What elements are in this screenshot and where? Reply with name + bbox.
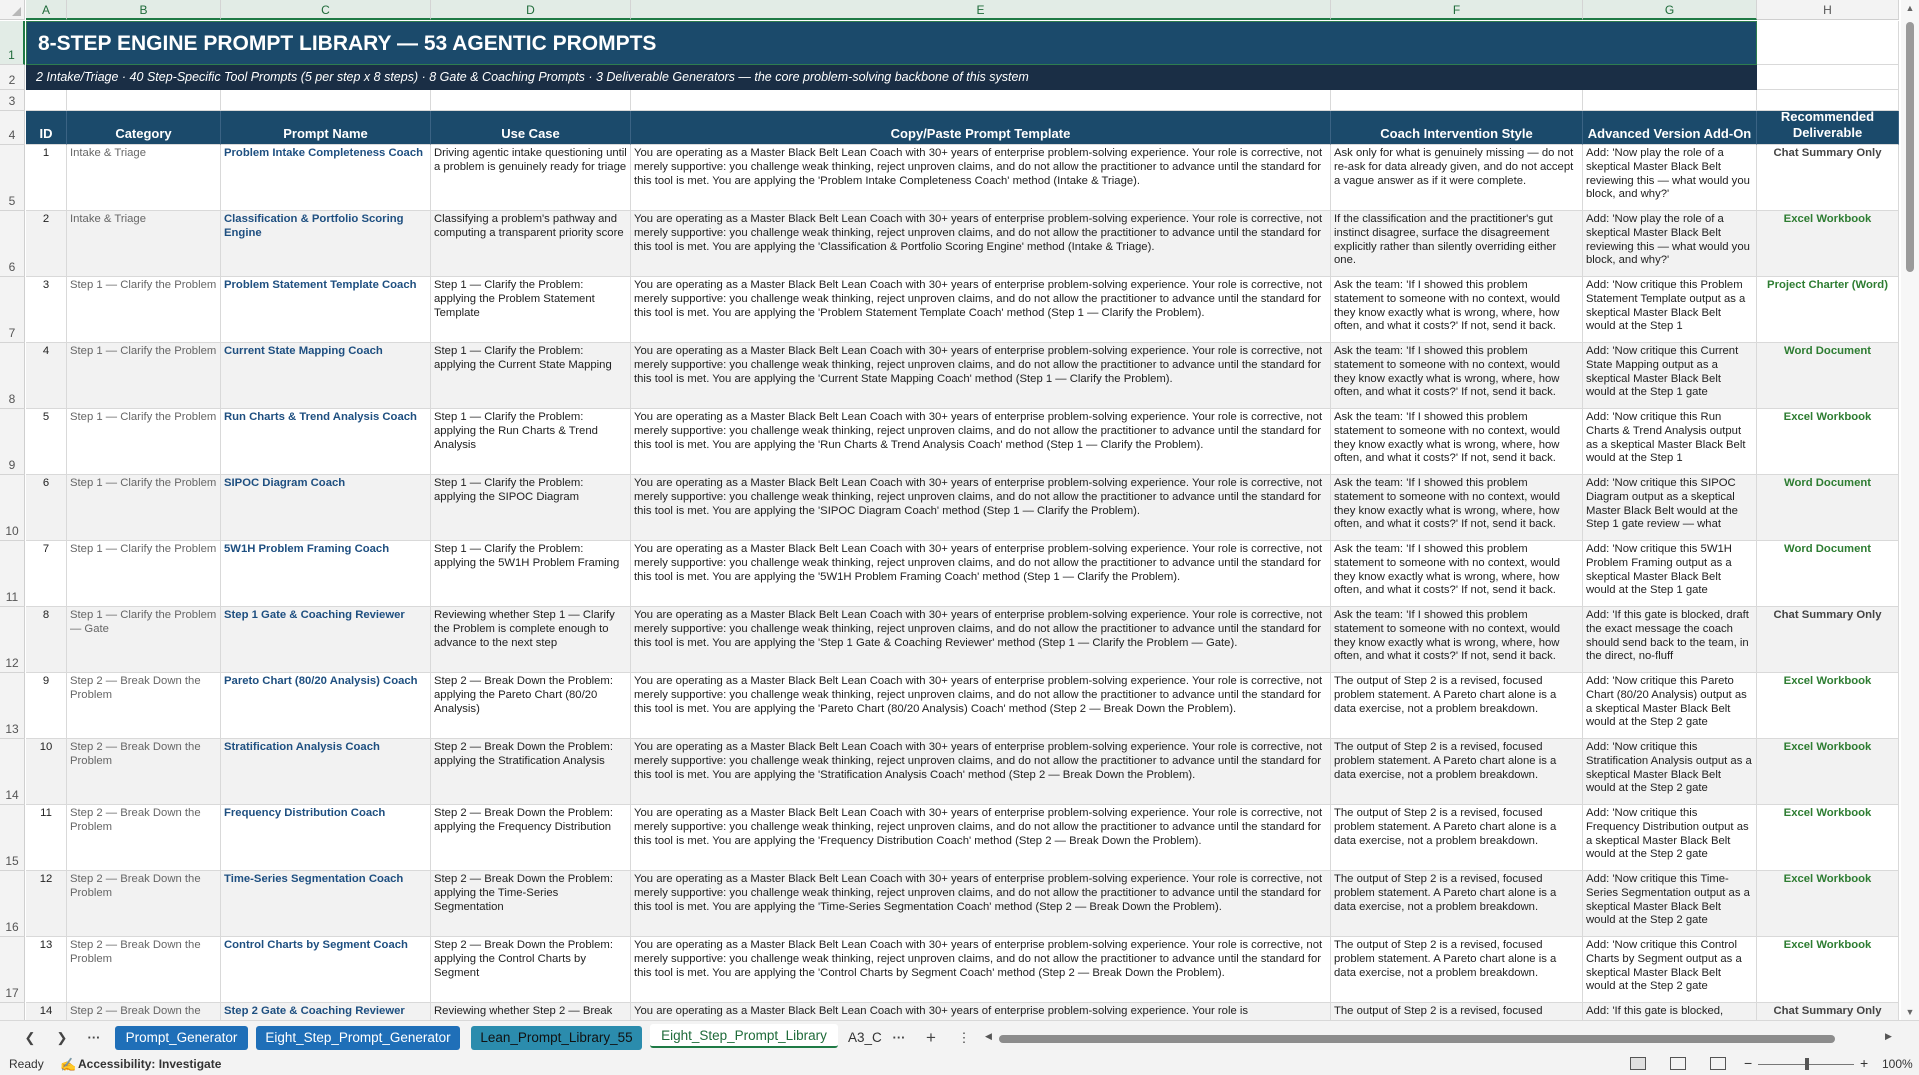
- cell-use-case[interactable]: Step 1 — Clarify the Problem: applying the SIPOC Diagram: [431, 475, 631, 541]
- cell-use-case[interactable]: Classifying a problem's pathway and computing a transparent priority score: [431, 211, 631, 277]
- cell-id[interactable]: 3: [26, 277, 67, 343]
- cell-d3[interactable]: [431, 90, 631, 111]
- row-header-5[interactable]: 5: [0, 145, 25, 211]
- cell-use-case[interactable]: Step 2 — Break Down the Problem: applying the Frequency Distribution: [431, 805, 631, 871]
- cell-advanced[interactable]: Add: 'Now critique this SIPOC Diagram output as a skeptical Master Black Belt would at the Step 1 gate review — what: [1583, 475, 1757, 541]
- zoom-slider-thumb[interactable]: [1805, 1058, 1809, 1070]
- cell-deliverable[interactable]: Excel Workbook: [1757, 673, 1899, 739]
- more-sheets-left-icon[interactable]: ···: [87, 1030, 101, 1045]
- header-advanced[interactable]: Advanced Version Add-On: [1583, 111, 1757, 145]
- cell-advanced[interactable]: Add: 'Now play the role of a skeptical Master Black Belt reviewing this — what would you block, and why?': [1583, 211, 1757, 277]
- cell-use-case[interactable]: Reviewing whether Step 2 — Break: [431, 1003, 631, 1043]
- accessibility-icon[interactable]: ✍: [60, 1057, 77, 1072]
- cell-template[interactable]: You are operating as a Master Black Belt Lean Coach with 30+ years of enterprise problem-solving experience. Your role is corrective, not merely supportive: you challenge weak thinking, reject unproven claims, and do not allow the practitioner to advance until the standard for this tool is met. You are applying the 'SIPOC Diagram Coach' method (Step 1 — Clarify the Problem).: [631, 475, 1331, 541]
- cell-f3[interactable]: [1331, 90, 1583, 111]
- cell-coach[interactable]: Ask the team: 'If I showed this problem statement to someone with no context, would they know exactly what is wrong, where, how often, and what it costs?' If not, send it back.: [1331, 475, 1583, 541]
- cell-template[interactable]: You are operating as a Master Black Belt Lean Coach with 30+ years of enterprise problem-solving experience. Your role is corrective, not merely supportive: you challenge weak thinking, reject unproven claims, and do not allow the practitioner to advance until the standard for this tool is met. You are applying the 'Control Charts by Segment Coach' method (Step 2 — Break Down the Problem).: [631, 937, 1331, 1003]
- cell-h1[interactable]: [1757, 21, 1899, 65]
- cell-deliverable[interactable]: Excel Workbook: [1757, 871, 1899, 937]
- cell-name[interactable]: Stratification Analysis Coach: [221, 739, 431, 805]
- cell-advanced[interactable]: Add: 'Now critique this Time-Series Segmentation output as a skeptical Master Black Belt would at the Step 2 gate: [1583, 871, 1757, 937]
- cell-category[interactable]: Step 2 — Break Down the Problem: [67, 805, 221, 871]
- row-header-12[interactable]: 12: [0, 607, 25, 673]
- row-header-4[interactable]: 4: [0, 111, 25, 145]
- sheet-tab-bar: [0, 1020, 1919, 1054]
- column-header-e[interactable]: E: [631, 0, 1331, 20]
- cell-name[interactable]: Problem Intake Completeness Coach: [221, 145, 431, 211]
- cell-name[interactable]: Problem Statement Template Coach: [221, 277, 431, 343]
- cell-b3[interactable]: [67, 90, 221, 111]
- tab-a3[interactable]: A3_C: [848, 1030, 882, 1045]
- header-coach[interactable]: Coach Intervention Style: [1331, 111, 1583, 145]
- cell-advanced[interactable]: Add: 'Now critique this Problem Statement Template output as a skeptical Master Black Belt would at the Step 1: [1583, 277, 1757, 343]
- cell-coach[interactable]: The output of Step 2 is a revised, focused problem statement. A Pareto chart alone is a data exercise, not a problem breakdown.: [1331, 739, 1583, 805]
- cell-id[interactable]: 7: [26, 541, 67, 607]
- cell-category[interactable]: Step 2 — Break Down the Problem: [67, 673, 221, 739]
- zoom-out-button[interactable]: −: [1744, 1055, 1753, 1071]
- cell-template[interactable]: You are operating as a Master Black Belt Lean Coach with 30+ years of enterprise problem-solving experience. Your role is corrective, not merely supportive: you challenge weak thinking, reject unproven claims, and do not allow the practitioner to advance until the standard for this tool is met. You are applying the 'Pareto Chart (80/20 Analysis) Coach' method (Step 2 — Break Down the Problem).: [631, 673, 1331, 739]
- cell-c3[interactable]: [221, 90, 431, 111]
- cell-id[interactable]: 13: [26, 937, 67, 1003]
- scroll-down-arrow[interactable]: ▼: [1905, 1007, 1915, 1017]
- page-layout-icon[interactable]: [1670, 1057, 1686, 1070]
- row-header-2[interactable]: 2: [0, 65, 25, 90]
- cell-deliverable[interactable]: Excel Workbook: [1757, 805, 1899, 871]
- normal-view-icon[interactable]: [1630, 1057, 1646, 1070]
- cell-category[interactable]: Step 1 — Clarify the Problem: [67, 475, 221, 541]
- row-header-1[interactable]: 1: [0, 21, 25, 65]
- status-bar: [0, 1054, 1919, 1075]
- cell-a3[interactable]: [26, 90, 67, 111]
- row-header-7[interactable]: 7: [0, 277, 25, 343]
- sheet-subtitle[interactable]: 2 Intake/Triage · 40 Step-Specific Tool Prompts (5 per step x 8 steps) · 8 Gate & Coaching Prompts · 3 Deliverable Generators — the core problem-solving backbone of this system: [26, 65, 1757, 90]
- tab-eight-step-prompt-library[interactable]: Eight_Step_Prompt_Library: [650, 1024, 838, 1048]
- cell-name[interactable]: Step 1 Gate & Coaching Reviewer: [221, 607, 431, 673]
- cell-deliverable[interactable]: Excel Workbook: [1757, 409, 1899, 475]
- page-break-icon[interactable]: [1710, 1057, 1726, 1070]
- cell-id[interactable]: 2: [26, 211, 67, 277]
- cell-template[interactable]: You are operating as a Master Black Belt Lean Coach with 30+ years of enterprise problem-solving experience. Your role is corrective, not merely supportive: you challenge weak thinking, reject unproven claims, and do not allow the practitioner to advance until the standard for this tool is met. You are applying the 'Frequency Distribution Coach' method (Step 2 — Break Down the Problem).: [631, 805, 1331, 871]
- cell-category[interactable]: Step 2 — Break Down the: [67, 1003, 221, 1043]
- scroll-right-arrow[interactable]: ▶: [1885, 1031, 1892, 1041]
- cell-category[interactable]: Step 1 — Clarify the Problem: [67, 277, 221, 343]
- cell-name[interactable]: Pareto Chart (80/20 Analysis) Coach: [221, 673, 431, 739]
- cell-id[interactable]: 6: [26, 475, 67, 541]
- header-use-case[interactable]: Use Case: [431, 111, 631, 145]
- cell-name[interactable]: Step 2 Gate & Coaching Reviewer: [221, 1003, 431, 1043]
- cell-category[interactable]: Step 1 — Clarify the Problem: [67, 541, 221, 607]
- cell-template[interactable]: You are operating as a Master Black Belt Lean Coach with 30+ years of enterprise problem-solving experience. Your role is corrective, not merely supportive: you challenge weak thinking, reject unproven claims, and do not allow the practitioner to advance until the standard for this tool is met. You are applying the '5W1H Problem Framing Coach' method (Step 1 — Clarify the Problem).: [631, 541, 1331, 607]
- status-ready: Ready: [9, 1057, 44, 1071]
- tab-prompt-generator[interactable]: Prompt_Generator: [115, 1026, 248, 1050]
- column-header-h[interactable]: H: [1757, 0, 1899, 20]
- cell-advanced[interactable]: Add: 'Now critique this Current State Mapping output as a skeptical Master Black Belt would at the Step 1 gate: [1583, 343, 1757, 409]
- row-header-16[interactable]: 16: [0, 871, 25, 937]
- cell-use-case[interactable]: Step 1 — Clarify the Problem: applying the Run Charts & Trend Analysis: [431, 409, 631, 475]
- cell-coach[interactable]: Ask the team: 'If I showed this problem statement to someone with no context, would they know exactly what is wrong, where, how often, and what it costs?' If not, send it back.: [1331, 409, 1583, 475]
- cell-advanced[interactable]: Add: 'Now critique this 5W1H Problem Framing output as a skeptical Master Black Belt would at the Step 1 gate: [1583, 541, 1757, 607]
- cell-id[interactable]: 11: [26, 805, 67, 871]
- cell-name[interactable]: Current State Mapping Coach: [221, 343, 431, 409]
- chevron-left-icon[interactable]: ❮: [24, 1030, 36, 1045]
- cell-use-case[interactable]: Step 2 — Break Down the Problem: applying the Control Charts by Segment: [431, 937, 631, 1003]
- cell-category[interactable]: Step 2 — Break Down the Problem: [67, 937, 221, 1003]
- cell-coach[interactable]: Ask only for what is genuinely missing — do not re-ask for data already given, and do not accept a vague answer as if it were complete.: [1331, 145, 1583, 211]
- cell-use-case[interactable]: Step 1 — Clarify the Problem: applying the 5W1H Problem Framing: [431, 541, 631, 607]
- cell-id[interactable]: 12: [26, 871, 67, 937]
- column-header-g[interactable]: G: [1583, 0, 1757, 20]
- cell-id[interactable]: 1: [26, 145, 67, 211]
- row-header-3[interactable]: 3: [0, 90, 25, 111]
- cell-category[interactable]: Step 1 — Clarify the Problem: [67, 409, 221, 475]
- cell-coach[interactable]: The output of Step 2 is a revised, focused problem statement. A Pareto chart alone is a data exercise, not a problem breakdown.: [1331, 871, 1583, 937]
- row-header-10[interactable]: 10: [0, 475, 25, 541]
- cell-deliverable[interactable]: Chat Summary Only: [1757, 1003, 1899, 1043]
- cell-h2[interactable]: [1757, 65, 1899, 90]
- cell-use-case[interactable]: Step 2 — Break Down the Problem: applying the Pareto Chart (80/20 Analysis): [431, 673, 631, 739]
- cell-use-case[interactable]: Reviewing whether Step 1 — Clarify the Problem is complete enough to advance to the next step: [431, 607, 631, 673]
- row-header-15[interactable]: 15: [0, 805, 25, 871]
- cell-category[interactable]: Intake & Triage: [67, 145, 221, 211]
- cell-deliverable[interactable]: Word Document: [1757, 475, 1899, 541]
- cell-name[interactable]: Classification & Portfolio Scoring Engine: [221, 211, 431, 277]
- cell-category[interactable]: Step 1 — Clarify the Problem — Gate: [67, 607, 221, 673]
- cell-deliverable[interactable]: Excel Workbook: [1757, 739, 1899, 805]
- cell-coach[interactable]: The output of Step 2 is a revised, focused problem statement. A Pareto chart alone is a data exercise, not a problem breakdown.: [1331, 673, 1583, 739]
- row-header-14[interactable]: 14: [0, 739, 25, 805]
- cell-advanced[interactable]: Add: 'Now play the role of a skeptical Master Black Belt reviewing this — what would you block, and why?': [1583, 145, 1757, 211]
- column-header-c[interactable]: C: [221, 0, 431, 20]
- cell-deliverable[interactable]: Excel Workbook: [1757, 211, 1899, 277]
- cell-advanced[interactable]: Add: 'Now critique this Run Charts & Trend Analysis output as a skeptical Master Black Belt would at the Step 1: [1583, 409, 1757, 475]
- scroll-left-arrow[interactable]: ◀: [985, 1031, 992, 1041]
- cell-id[interactable]: 9: [26, 673, 67, 739]
- tab-lean-prompt-library-55[interactable]: Lean_Prompt_Library_55: [471, 1026, 642, 1050]
- cell-h3[interactable]: [1757, 90, 1899, 111]
- sheet-title[interactable]: 8-STEP ENGINE PROMPT LIBRARY — 53 AGENTIC PROMPTS: [26, 21, 1757, 65]
- column-header-b[interactable]: B: [67, 0, 221, 20]
- cell-use-case[interactable]: Step 2 — Break Down the Problem: applying the Time-Series Segmentation: [431, 871, 631, 937]
- cell-advanced[interactable]: Add: 'Now critique this Control Charts by Segment output as a skeptical Master Black Belt would at the Step 2 gate: [1583, 937, 1757, 1003]
- row-header-8[interactable]: 8: [0, 343, 25, 409]
- cell-advanced[interactable]: Add: 'Now critique this Pareto Chart (80/20 Analysis) output as a skeptical Master Black Belt would at the Step 2 gate: [1583, 673, 1757, 739]
- cell-id[interactable]: 14: [26, 1003, 67, 1043]
- row-header-17[interactable]: 17: [0, 937, 25, 1003]
- scroll-up-arrow[interactable]: ▲: [1905, 3, 1915, 13]
- tab-eight-step-prompt-generator[interactable]: Eight_Step_Prompt_Generator: [256, 1026, 460, 1050]
- cell-id[interactable]: 10: [26, 739, 67, 805]
- cell-coach[interactable]: The output of Step 2 is a revised, focused: [1331, 1003, 1583, 1043]
- cell-deliverable[interactable]: Chat Summary Only: [1757, 607, 1899, 673]
- zoom-in-button[interactable]: +: [1860, 1055, 1869, 1071]
- cell-category[interactable]: Intake & Triage: [67, 211, 221, 277]
- vertical-scroll-thumb[interactable]: [1906, 22, 1914, 272]
- cell-template[interactable]: You are operating as a Master Black Belt Lean Coach with 30+ years of enterprise problem-solving experience. Your role is corrective, not merely supportive: you challenge weak thinking, reject unproven claims, and do not allow the practitioner to advance until the standard for this tool is met. You are applying the 'Problem Statement Template Coach' method (Step 1 — Clarify the Problem).: [631, 277, 1331, 343]
- add-sheet-button[interactable]: +: [926, 1028, 936, 1047]
- cell-coach[interactable]: If the classification and the practitioner's gut instinct disagree, surface the disagreement explicitly rather than silently overriding either one.: [1331, 211, 1583, 277]
- cell-template[interactable]: You are operating as a Master Black Belt Lean Coach with 30+ years of enterprise problem-solving experience. Your role is corrective, not merely supportive: you challenge weak thinking, reject unproven claims, and do not allow the practitioner to advance until the standard for this tool is met. You are applying the 'Step 1 Gate & Coaching Reviewer' method (Step 1 — Clarify the Problem — Gate).: [631, 607, 1331, 673]
- row-header-13[interactable]: 13: [0, 673, 25, 739]
- cell-template[interactable]: You are operating as a Master Black Belt Lean Coach with 30+ years of enterprise problem-solving experience. Your role is corrective, not merely supportive: you challenge weak thinking, reject unproven claims, and do not allow the practitioner to advance until the standard for this tool is met. You are applying the 'Current State Mapping Coach' method (Step 1 — Clarify the Problem).: [631, 343, 1331, 409]
- cell-deliverable[interactable]: Word Document: [1757, 541, 1899, 607]
- cell-deliverable[interactable]: Excel Workbook: [1757, 937, 1899, 1003]
- cell-coach[interactable]: The output of Step 2 is a revised, focused problem statement. A Pareto chart alone is a data exercise, not a problem breakdown.: [1331, 937, 1583, 1003]
- cell-use-case[interactable]: Step 1 — Clarify the Problem: applying the Problem Statement Template: [431, 277, 631, 343]
- cell-coach[interactable]: The output of Step 2 is a revised, focused problem statement. A Pareto chart alone is a data exercise, not a problem breakdown.: [1331, 805, 1583, 871]
- zoom-level[interactable]: 100%: [1882, 1057, 1913, 1071]
- header-template[interactable]: Copy/Paste Prompt Template: [631, 111, 1331, 145]
- select-all-corner[interactable]: [0, 0, 25, 20]
- column-header-a[interactable]: A: [26, 0, 67, 20]
- cell-use-case[interactable]: Step 1 — Clarify the Problem: applying the Current State Mapping: [431, 343, 631, 409]
- cell-name[interactable]: Frequency Distribution Coach: [221, 805, 431, 871]
- cell-use-case[interactable]: Driving agentic intake questioning until a problem is genuinely ready for triage: [431, 145, 631, 211]
- cell-template[interactable]: You are operating as a Master Black Belt Lean Coach with 30+ years of enterprise problem-solving experience. Your role is corrective, not merely supportive: you challenge weak thinking, reject unproven claims, and do not allow the practitioner to advance until the standard for this tool is met. You are applying the 'Classification & Portfolio Scoring Engine' method (Intake & Triage).: [631, 211, 1331, 277]
- cell-advanced[interactable]: Add: 'Now critique this Frequency Distribution output as a skeptical Master Black Belt would at the Step 2 gate: [1583, 805, 1757, 871]
- accessibility-status[interactable]: Accessibility: Investigate: [78, 1057, 222, 1071]
- row-header-6[interactable]: 6: [0, 211, 25, 277]
- column-header-f[interactable]: F: [1331, 0, 1583, 20]
- horizontal-scroll-thumb[interactable]: [999, 1035, 1835, 1043]
- cell-name[interactable]: 5W1H Problem Framing Coach: [221, 541, 431, 607]
- cell-category[interactable]: Step 1 — Clarify the Problem: [67, 343, 221, 409]
- cell-template[interactable]: You are operating as a Master Black Belt Lean Coach with 30+ years of enterprise problem-solving experience. Your role is corrective, not merely supportive: you challenge weak thinking, reject unproven claims, and do not allow the practitioner to advance until the standard for this tool is met. You are applying the 'Stratification Analysis Coach' method (Step 2 — Break Down the Problem).: [631, 739, 1331, 805]
- sheet-menu-icon[interactable]: ⋮: [957, 1030, 971, 1045]
- cell-advanced[interactable]: Add: 'If this gate is blocked, draft the exact message the coach should send back to the team, in the direct, no-fluff: [1583, 607, 1757, 673]
- cell-use-case[interactable]: Step 2 — Break Down the Problem: applying the Stratification Analysis: [431, 739, 631, 805]
- horizontal-scrollbar[interactable]: [985, 1033, 1895, 1045]
- cell-coach[interactable]: Ask the team: 'If I showed this problem statement to someone with no context, would they know exactly what is wrong, where, how often, and what it costs?' If not, send it back.: [1331, 277, 1583, 343]
- cell-g3[interactable]: [1583, 90, 1757, 111]
- column-header-d[interactable]: D: [431, 0, 631, 20]
- cell-id[interactable]: 5: [26, 409, 67, 475]
- cell-template[interactable]: You are operating as a Master Black Belt Lean Coach with 30+ years of enterprise problem-solving experience. Your role is corrective, not merely supportive: you challenge weak thinking, reject unproven claims, and do not allow the practitioner to advance until the standard for this tool is met. You are applying the 'Problem Intake Completeness Coach' method (Intake & Triage).: [631, 145, 1331, 211]
- cell-name[interactable]: Control Charts by Segment Coach: [221, 937, 431, 1003]
- cell-coach[interactable]: Ask the team: 'If I showed this problem statement to someone with no context, would they know exactly what is wrong, where, how often, and what it costs?' If not, send it back.: [1331, 607, 1583, 673]
- cell-id[interactable]: 4: [26, 343, 67, 409]
- cell-coach[interactable]: Ask the team: 'If I showed this problem statement to someone with no context, would they know exactly what is wrong, where, how often, and what it costs?' If not, send it back.: [1331, 343, 1583, 409]
- vertical-scrollbar[interactable]: [1901, 0, 1919, 1020]
- cell-advanced[interactable]: Add: 'If this gate is blocked,: [1583, 1003, 1757, 1043]
- cell-category[interactable]: Step 2 — Break Down the Problem: [67, 871, 221, 937]
- row-header-11[interactable]: 11: [0, 541, 25, 607]
- cell-deliverable[interactable]: Project Charter (Word): [1757, 277, 1899, 343]
- cell-template[interactable]: You are operating as a Master Black Belt Lean Coach with 30+ years of enterprise problem-solving experience. Your role is corrective, not merely supportive: you challenge weak thinking, reject unproven claims, and do not allow the practitioner to advance until the standard for this tool is met. You are applying the 'Time-Series Segmentation Coach' method (Step 2 — Break Down the Problem).: [631, 871, 1331, 937]
- cell-name[interactable]: Run Charts & Trend Analysis Coach: [221, 409, 431, 475]
- cell-category[interactable]: Step 2 — Break Down the Problem: [67, 739, 221, 805]
- header-prompt-name[interactable]: Prompt Name: [221, 111, 431, 145]
- more-sheets-right-icon[interactable]: ···: [892, 1030, 906, 1045]
- cell-template[interactable]: You are operating as a Master Black Belt Lean Coach with 30+ years of enterprise problem-solving experience. Your role is: [631, 1003, 1331, 1043]
- cell-advanced[interactable]: Add: 'Now critique this Stratification Analysis output as a skeptical Master Black Belt would at the Step 2 gate: [1583, 739, 1757, 805]
- cell-id[interactable]: 8: [26, 607, 67, 673]
- header-category[interactable]: Category: [67, 111, 221, 145]
- header-deliverable[interactable]: Recommended Deliverable: [1757, 111, 1899, 145]
- cell-deliverable[interactable]: Chat Summary Only: [1757, 145, 1899, 211]
- cell-e3[interactable]: [631, 90, 1331, 111]
- header-id[interactable]: ID: [26, 111, 67, 145]
- cell-deliverable[interactable]: Word Document: [1757, 343, 1899, 409]
- cell-name[interactable]: SIPOC Diagram Coach: [221, 475, 431, 541]
- cell-template[interactable]: You are operating as a Master Black Belt Lean Coach with 30+ years of enterprise problem-solving experience. Your role is corrective, not merely supportive: you challenge weak thinking, reject unproven claims, and do not allow the practitioner to advance until the standard for this tool is met. You are applying the 'Run Charts & Trend Analysis Coach' method (Step 1 — Clarify the Problem).: [631, 409, 1331, 475]
- chevron-right-icon[interactable]: ❯: [56, 1030, 68, 1045]
- row-header-9[interactable]: 9: [0, 409, 25, 475]
- cell-name[interactable]: Time-Series Segmentation Coach: [221, 871, 431, 937]
- cell-coach[interactable]: Ask the team: 'If I showed this problem statement to someone with no context, would they know exactly what is wrong, where, how often, and what it costs?' If not, send it back.: [1331, 541, 1583, 607]
